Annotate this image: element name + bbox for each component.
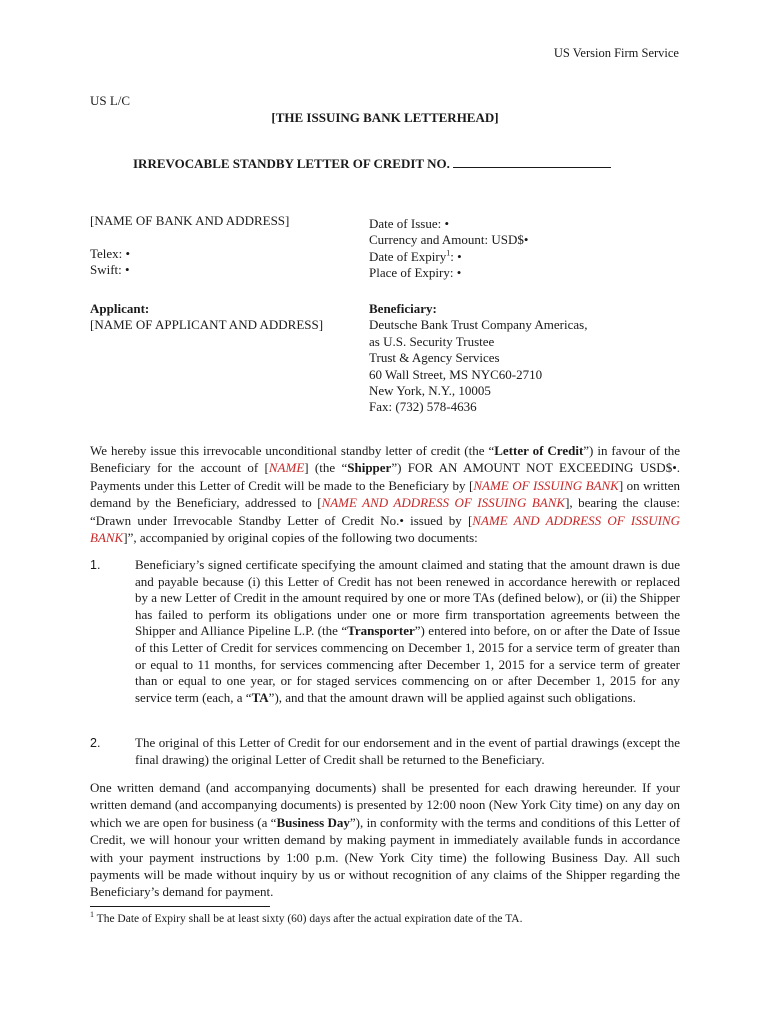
place-of-expiry-field: Place of Expiry: •	[369, 265, 462, 281]
date-of-expiry-field	[369, 249, 528, 265]
date-of-expiry-value: : •	[450, 248, 462, 264]
footnote-divider	[90, 906, 270, 907]
issue-block	[369, 216, 528, 282]
defined-term: Transporter	[347, 623, 415, 639]
document-title	[133, 155, 611, 172]
placeholder-text: NAME AND ADDRESS OF ISSUING BANK	[90, 512, 680, 546]
bank-name-address: [NAME OF BANK AND ADDRESS]	[90, 213, 290, 228]
list-item-number: 2.	[90, 736, 101, 750]
closing-paragraph: One written demand (and accompanying documents) shall be presented for each drawing hereunder. If your written demand (and accompanying documents) is presented by 12:00 noon (New York City time) on any day on which we are open for business (a “Business Day”), in conformity with the terms and conditions of this Letter of Credit, we will honour your written demand by making payment in immediately available funds in accordance with your payment instructions by 1:00 p.m. (New York City time) the following Business Day. All such payments will be made without inquiry by us or without recognition of any claims of the Shipper regarding the Beneficiary’s demand for payment.	[90, 780, 681, 900]
list-item-text: The original of this Letter of Credit for our endorsement and in the event of partial drawings (except the final drawing) the original Letter of Credit shall be returned to the Beneficiary.	[135, 735, 680, 767]
beneficiary-line: Fax: (732) 578-4636	[369, 399, 477, 415]
applicant-value: [NAME OF APPLICANT AND ADDRESS]	[90, 317, 324, 333]
defined-term: Business Day	[276, 814, 350, 830]
beneficiary-line: New York, N.Y., 10005	[369, 383, 491, 399]
date-of-issue-field: Date of Issue: •	[369, 216, 449, 231]
footnote-text: The Date of Expiry shall be at least sixty (60) days after the actual expiration date of the TA.	[94, 913, 523, 925]
list-item	[90, 735, 680, 768]
doc-type-label: US L/C	[90, 93, 131, 108]
footnote-marker: 1	[90, 910, 94, 920]
placeholder-text: NAME	[268, 460, 305, 476]
swift-field: Swift: •	[90, 262, 130, 278]
beneficiary-heading: Beneficiary:	[369, 301, 437, 316]
placeholder-text: NAME AND ADDRESS OF ISSUING BANK	[321, 495, 566, 511]
letterhead-placeholder: [THE ISSUING BANK LETTERHEAD]	[271, 110, 499, 125]
applicant-heading: Applicant:	[90, 301, 150, 316]
list-item-text: Beneficiary’s signed certificate specifying the amount claimed and stating that the amount drawn is due and payable because (i) this Letter of Credit has not been renewed in accordance herewith or replaced by a new Letter of Credit in the amount required by one or more TAs (defined below), or (ii) the Shipper has failed to perform its obligations under one or more firm transportation agreements between the Shipper and Alliance Pipeline L.P. (the “Transporter”) entered into before, on or after the Date of Issue of this Letter of Credit for services commencing on December 1, 2015 for a service term of greater than or equal to 11 months, for services commencing after December 1, 2015 for a service term of greater than or equal to one year, or for staged services commencing on or after December 1, 2015 for any service term (each, a “TA”), and that the amount drawn will be applied against such obligations.	[135, 557, 680, 705]
intro-paragraph: We hereby issue this irrevocable unconditional standby letter of credit (the “Letter of Credit”) in favour of the Beneficiary for the account of [NAME] (the “Shipper”) FOR AN AMOUNT NOT EXCEEDING USD$•. Payments under this Letter of Credit will be made to the Beneficiary by [NAME OF ISSUING BANK] on written demand by the Beneficiary, addressed to [NAME AND ADDRESS OF ISSUING BANK], bearing the clause: “Drawn under Irrevocable Standby Letter of Credit No.• issued by [NAME AND ADDRESS OF ISSUING BANK]”, accompanied by original copies of the following two documents:	[90, 443, 680, 546]
telex-field: Telex: •	[90, 245, 131, 261]
header-version-label: US Version Firm Service	[553, 46, 679, 60]
beneficiary-line: Trust & Agency Services	[369, 350, 500, 366]
list-item	[90, 557, 680, 706]
beneficiary-line: as U.S. Security Trustee	[369, 333, 495, 349]
list-item-number: 1.	[90, 558, 101, 572]
beneficiary-line: Deutsche Bank Trust Company Americas,	[369, 317, 588, 333]
date-of-expiry-label: Date of Expiry	[369, 248, 447, 264]
title-text: IRREVOCABLE STANDBY LETTER OF CREDIT NO.	[133, 156, 450, 171]
placeholder-text: NAME OF ISSUING BANK	[473, 477, 619, 493]
lc-number-blank	[453, 155, 611, 168]
beneficiary-line: 60 Wall Street, MS NYC60-2710	[369, 366, 543, 382]
defined-term: Letter of Credit	[494, 443, 584, 458]
footnote	[90, 910, 523, 925]
currency-amount-field: Currency and Amount: USD$•	[369, 232, 529, 248]
defined-term: Shipper	[347, 460, 392, 476]
beneficiary-block	[369, 301, 587, 416]
footnote-ref: 1	[446, 248, 451, 258]
bank-block	[90, 213, 289, 279]
defined-term: TA	[251, 689, 269, 705]
applicant-block	[90, 301, 323, 334]
